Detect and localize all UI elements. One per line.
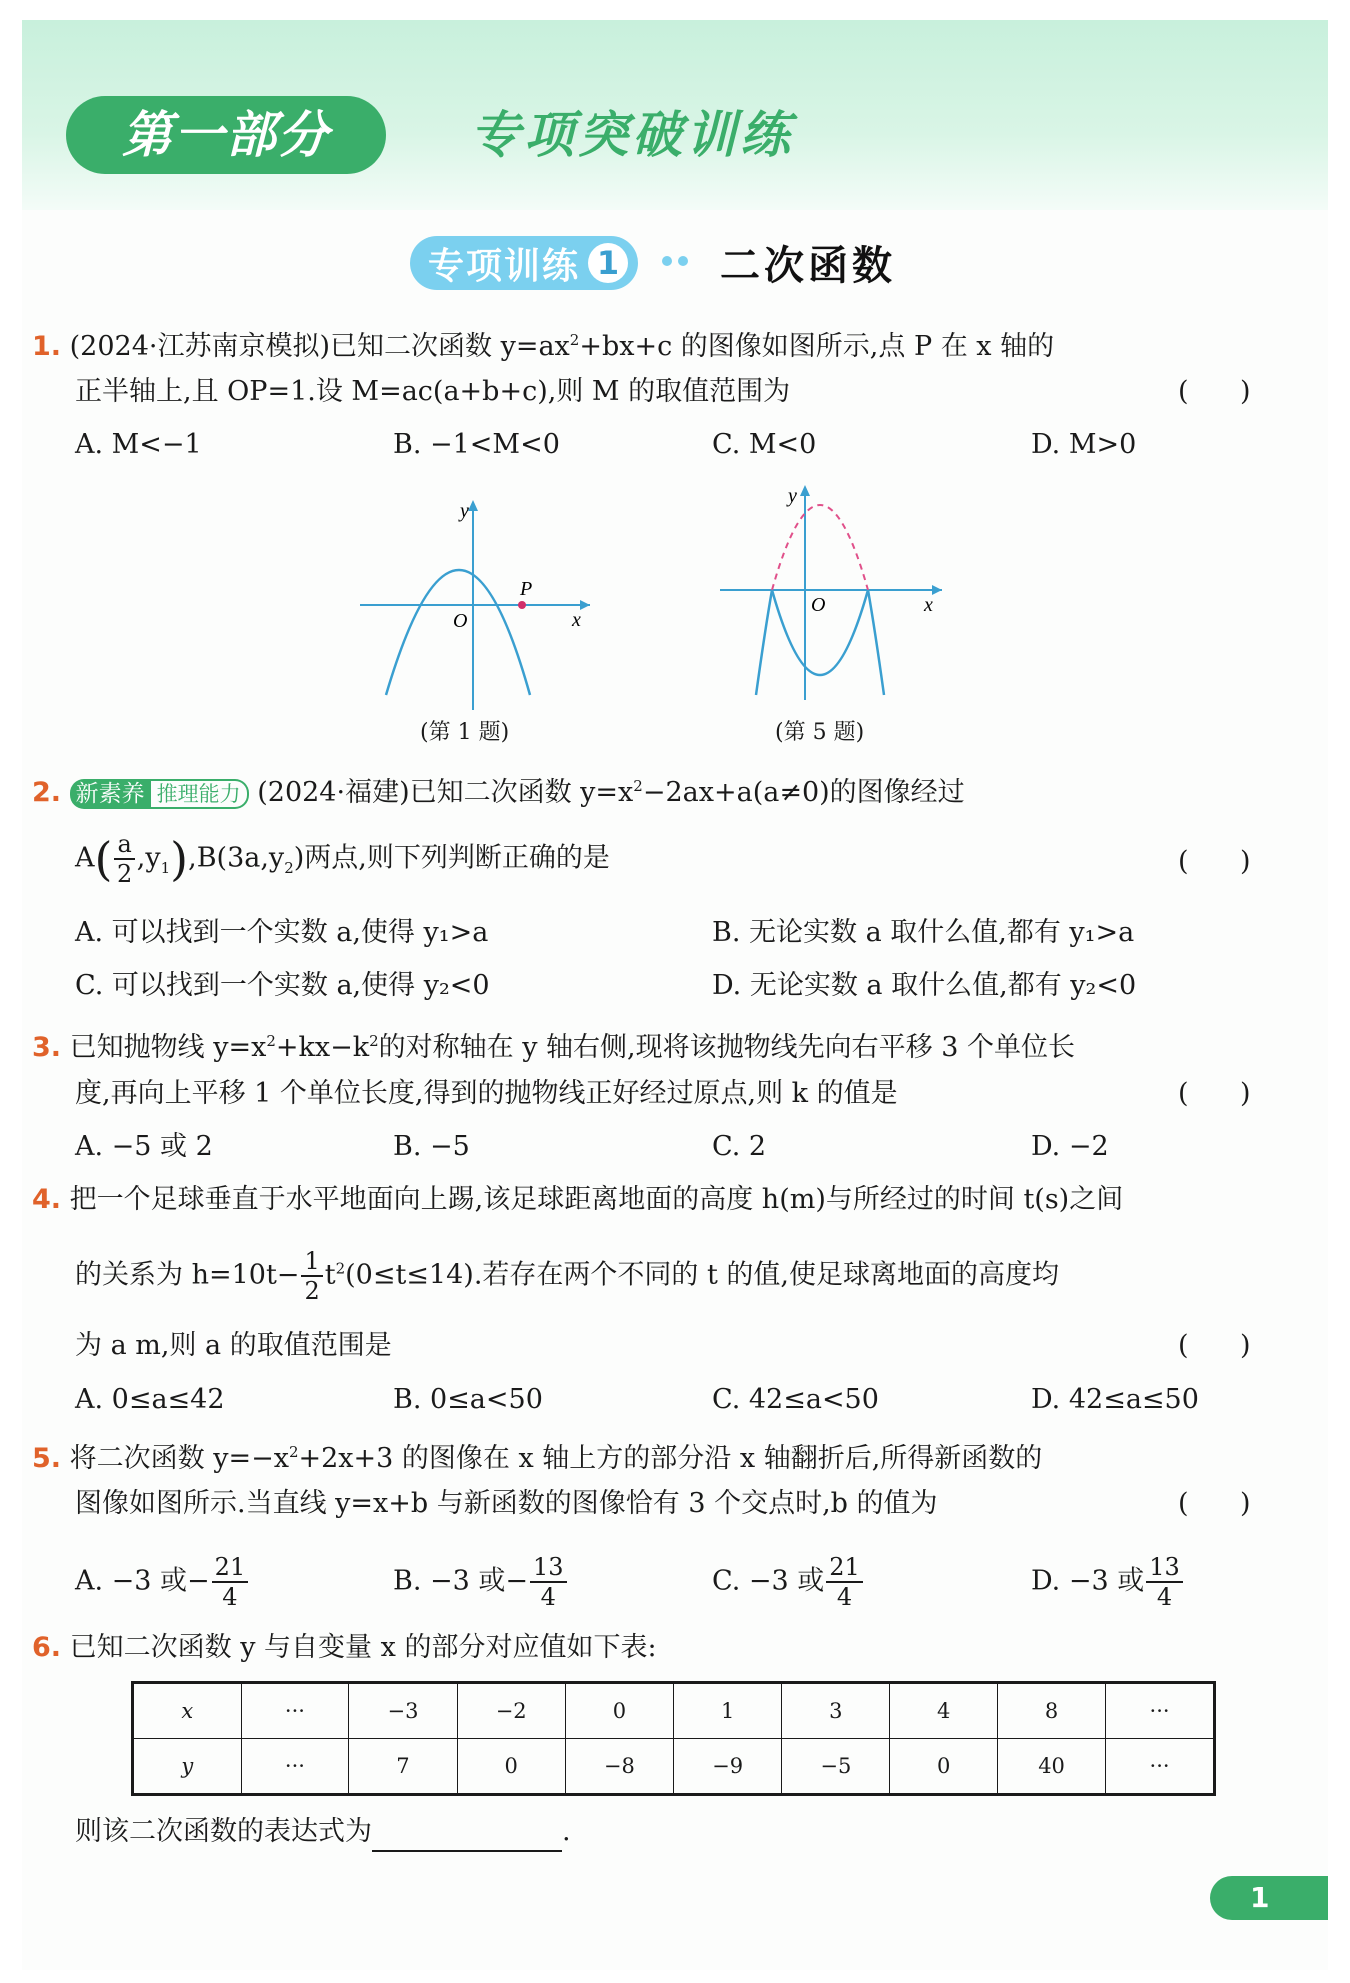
decorative-dots: [662, 256, 688, 266]
origin-label: O: [811, 594, 826, 616]
answer-blank[interactable]: [372, 1820, 562, 1852]
q5-option-b: B. −3 或− $\frac{13}{4}$: [393, 1553, 569, 1611]
question-6-answer-line: 则该二次函数的表达式为 .: [75, 1812, 571, 1852]
question-2-line-2: A( $\frac{a}{2}$ $,y_1),B(3a,y_2)$两点,则下列判断正确的是: [75, 830, 610, 888]
literacy-tag: 新素养: [70, 779, 151, 809]
question-2-line-1: 2. 新素养 推理能力 (2024·福建)已知二次函数 $y=x^2-2ax+a(a\ne 0)$的图像经过: [32, 777, 965, 808]
origin-label: O: [453, 610, 468, 632]
section-number: 1: [588, 243, 628, 283]
answer-bracket: ( ): [1178, 846, 1251, 877]
table-row: y ··· 7 0 −8 −9 −5 0 40 ···: [133, 1739, 1215, 1795]
q2-option-c: C. 可以找到一个实数 a,使得 y₂<0: [75, 970, 490, 1001]
part-title: 专项突破训练: [470, 106, 794, 164]
question-6-line-1: 6. 已知二次函数 y 与自变量 x 的部分对应值如下表:: [32, 1632, 657, 1663]
part-label: 第一部分: [66, 96, 386, 174]
q2-option-a: A. 可以找到一个实数 a,使得 y₁>a: [75, 917, 489, 948]
table-row: x ··· −3 −2 0 1 3 4 8 ···: [133, 1683, 1215, 1739]
answer-bracket: ( ): [1178, 376, 1251, 407]
y-axis-label: y: [788, 485, 797, 507]
answer-bracket: ( ): [1178, 1488, 1251, 1519]
question-number: 1.: [32, 331, 62, 362]
q1-option-c: C. M<0: [712, 429, 817, 460]
question-3-line-2: 度,再向上平移 1 个单位长度,得到的抛物线正好经过原点,则 k 的值是: [75, 1078, 898, 1109]
x-axis-label: x: [572, 609, 581, 631]
q5-option-a: A. −3 或− $\frac{21}{4}$: [75, 1553, 250, 1611]
question-5-line-1: 5. 将二次函数 $y=-x^2+2x+3$ 的图像在 x 轴上方的部分沿 x 轴翻折后,所得新函数的: [32, 1443, 1043, 1474]
figure-question-5: [710, 480, 950, 715]
q1-option-a: A. M<−1: [75, 429, 202, 460]
q5-option-d: D. −3 或 $\frac{13}{4}$: [1031, 1553, 1185, 1611]
question-1-line-1: 1. (2024·江苏南京模拟)已知二次函数 $y=ax^2+bx+c$ 的图像如图所示,点 P 在 x 轴的: [32, 331, 1055, 362]
question-1-line-2: 正半轴上,且 OP=1.设 M=ac(a+b+c),则 M 的取值范围为: [75, 376, 791, 407]
figure-question-1: [350, 495, 600, 715]
reasoning-tag: 推理能力: [151, 779, 249, 809]
q1-option-d: D. M>0: [1031, 429, 1137, 460]
q2-option-d: D. 无论实数 a 取什么值,都有 y₂<0: [712, 970, 1137, 1001]
x-axis-label: x: [924, 594, 933, 616]
question-3-line-1: 3. 已知抛物线 $y=x^2+kx-k^2$的对称轴在 y 轴右侧,现将该抛物线先向右平移 3 个单位长: [32, 1032, 1075, 1063]
section-badge: [410, 236, 638, 290]
point-p-label: P: [520, 578, 533, 600]
q3-option-c: C. 2: [712, 1131, 767, 1162]
question-5-line-2: 图像如图所示.当直线 y=x+b 与新函数的图像恰有 3 个交点时,b 的值为: [75, 1488, 938, 1519]
q4-option-a: A. 0≤a≤42: [75, 1384, 225, 1415]
q5-option-c: C. −3 或 $\frac{21}{4}$: [712, 1553, 865, 1611]
question-4-line-3: 为 a m,则 a 的取值范围是: [75, 1330, 392, 1361]
answer-bracket: ( ): [1178, 1078, 1251, 1109]
section-label: 专项训练: [428, 245, 581, 287]
question-4-line-1: 4. 把一个足球垂直于水平地面向上踢,该足球距离地面的高度 h(m)与所经过的时间 t(s)之间: [32, 1184, 1124, 1215]
figure-1-caption: (第 1 题): [420, 720, 510, 745]
q4-option-b: B. 0≤a<50: [393, 1384, 543, 1415]
value-table: [131, 1681, 1216, 1796]
fraction-a-over-2: $\frac{a}{2}$: [114, 830, 134, 888]
q1-option-b: B. −1<M<0: [393, 429, 560, 460]
q3-option-a: A. −5 或 2: [75, 1131, 213, 1162]
figure-5-caption: (第 5 题): [775, 720, 865, 745]
q3-option-d: D. −2: [1031, 1131, 1109, 1162]
y-axis-label: y: [460, 500, 469, 522]
q4-option-d: D. 42≤a≤50: [1031, 1384, 1199, 1415]
answer-bracket: ( ): [1178, 1330, 1251, 1361]
q4-option-c: C. 42≤a<50: [712, 1384, 879, 1415]
question-4-line-2: 的关系为 h=10t− $\frac{1}{2}$ $t^2(0\le t\le 14)$.若存在两个不同的 t 的值,使足球离地面的高度均: [75, 1247, 1060, 1305]
fraction-one-half: $\frac{1}{2}$: [301, 1247, 322, 1305]
q3-option-b: B. −5: [393, 1131, 470, 1162]
q2-option-b: B. 无论实数 a 取什么值,都有 y₁>a: [712, 917, 1135, 948]
section-title: 二次函数: [720, 242, 896, 289]
page-number: 1: [1210, 1876, 1328, 1920]
